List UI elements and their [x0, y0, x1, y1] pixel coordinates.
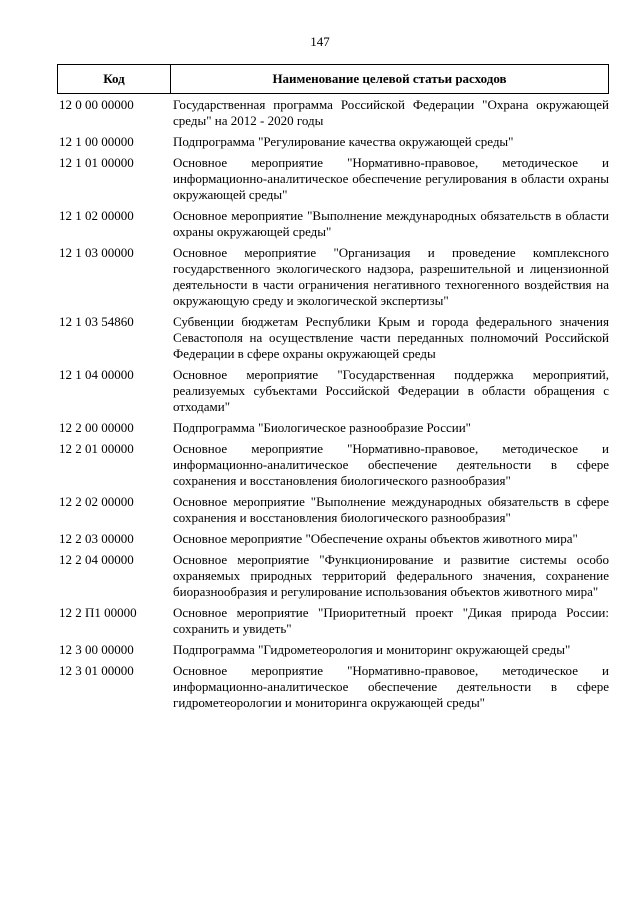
row-name: Основное мероприятие "Нормативно-правовое, методическое и информационно-аналитическое обеспечение регулирования в области охраны окружающей среды" [173, 155, 609, 202]
row-name: Основное мероприятие "Приоритетный проект "Дикая природа России: сохранить и увидеть" [173, 605, 609, 636]
row-code: 12 3 00 00000 [59, 642, 134, 657]
row-code: 12 2 03 00000 [59, 531, 134, 546]
row-name: Основное мероприятие "Нормативно-правовое, методическое и информационно-аналитическое обеспечение деятельности в сфере сохранения и восстановления биологического разнообразия" [173, 441, 609, 488]
row-name: Подпрограмма "Регулирование качества окружающей среды" [173, 134, 514, 149]
row-name: Подпрограмма "Гидрометеорология и мониторинг окружающей среды" [173, 642, 571, 657]
table-row [57, 494, 609, 526]
row-name: Основное мероприятие "Выполнение международных обязательств в области охраны окружающей среды" [173, 208, 609, 239]
row-name: Основное мероприятие "Государственная поддержка мероприятий, реализуемых субъектами Российской Федерации в области обращения с отходами" [173, 367, 609, 414]
table-row [57, 420, 609, 436]
row-code: 12 2 П1 00000 [59, 605, 137, 620]
row-name: Основное мероприятие "Организация и проведение комплексного государственного экологического надзора, разрешительной и лицензионной деятельности в части ограничения негативного техногенного воздействия на окружающую среду и экологической экспертизы" [173, 245, 609, 308]
row-code: 12 1 04 00000 [59, 367, 134, 382]
table-row [57, 314, 609, 362]
row-name: Основное мероприятие "Выполнение международных обязательств в сфере сохранения и восстановления биологического разнообразия" [173, 494, 609, 525]
table-row [57, 245, 609, 309]
table-row [57, 605, 609, 637]
row-name: Субвенции бюджетам Республики Крым и города федерального значения Севастополя на осуществление части переданных полномочий Российской Федерации в сфере охраны окружающей среды [173, 314, 609, 361]
row-name: Подпрограмма "Биологическое разнообразие России" [173, 420, 471, 435]
row-code: 12 1 02 00000 [59, 208, 134, 223]
table-row [57, 531, 609, 547]
row-name: Основное мероприятие "Функционирование и развитие системы особо охраняемых природных территорий федерального значения, сохранение биоразнообразия и регулирование использования объектов животного мира" [173, 552, 609, 599]
table-row [57, 663, 609, 711]
page-number: 147 [310, 34, 330, 49]
row-code: 12 2 04 00000 [59, 552, 134, 567]
column-header-code: Код [58, 65, 171, 93]
table-header [57, 64, 609, 94]
table-row [57, 155, 609, 203]
row-code: 12 3 01 00000 [59, 663, 134, 678]
row-code: 12 1 03 00000 [59, 245, 134, 260]
table-row [57, 97, 609, 129]
row-code: 12 1 00 00000 [59, 134, 134, 149]
row-name: Основное мероприятие "Обеспечение охраны объектов животного мира" [173, 531, 578, 546]
row-code: 12 0 00 00000 [59, 97, 134, 112]
row-code: 12 1 01 00000 [59, 155, 134, 170]
row-code: 12 2 00 00000 [59, 420, 134, 435]
table-row [57, 134, 609, 150]
row-name: Государственная программа Российской Федерации "Охрана окружающей среды" на 2012 - 2020 годы [173, 97, 609, 128]
table-row [57, 441, 609, 489]
table-row [57, 367, 609, 415]
row-code: 12 1 03 54860 [59, 314, 134, 329]
column-header-name: Наименование целевой статьи расходов [272, 71, 507, 86]
row-code: 12 2 01 00000 [59, 441, 134, 456]
row-name: Основное мероприятие "Нормативно-правовое, методическое и информационно-аналитическое обеспечение деятельности в сфере гидрометеорологии и мониторинга окружающей среды" [173, 663, 609, 710]
table-row [57, 642, 609, 658]
table-row [57, 552, 609, 600]
table-row [57, 208, 609, 240]
table-body [57, 97, 609, 716]
row-code: 12 2 02 00000 [59, 494, 134, 509]
